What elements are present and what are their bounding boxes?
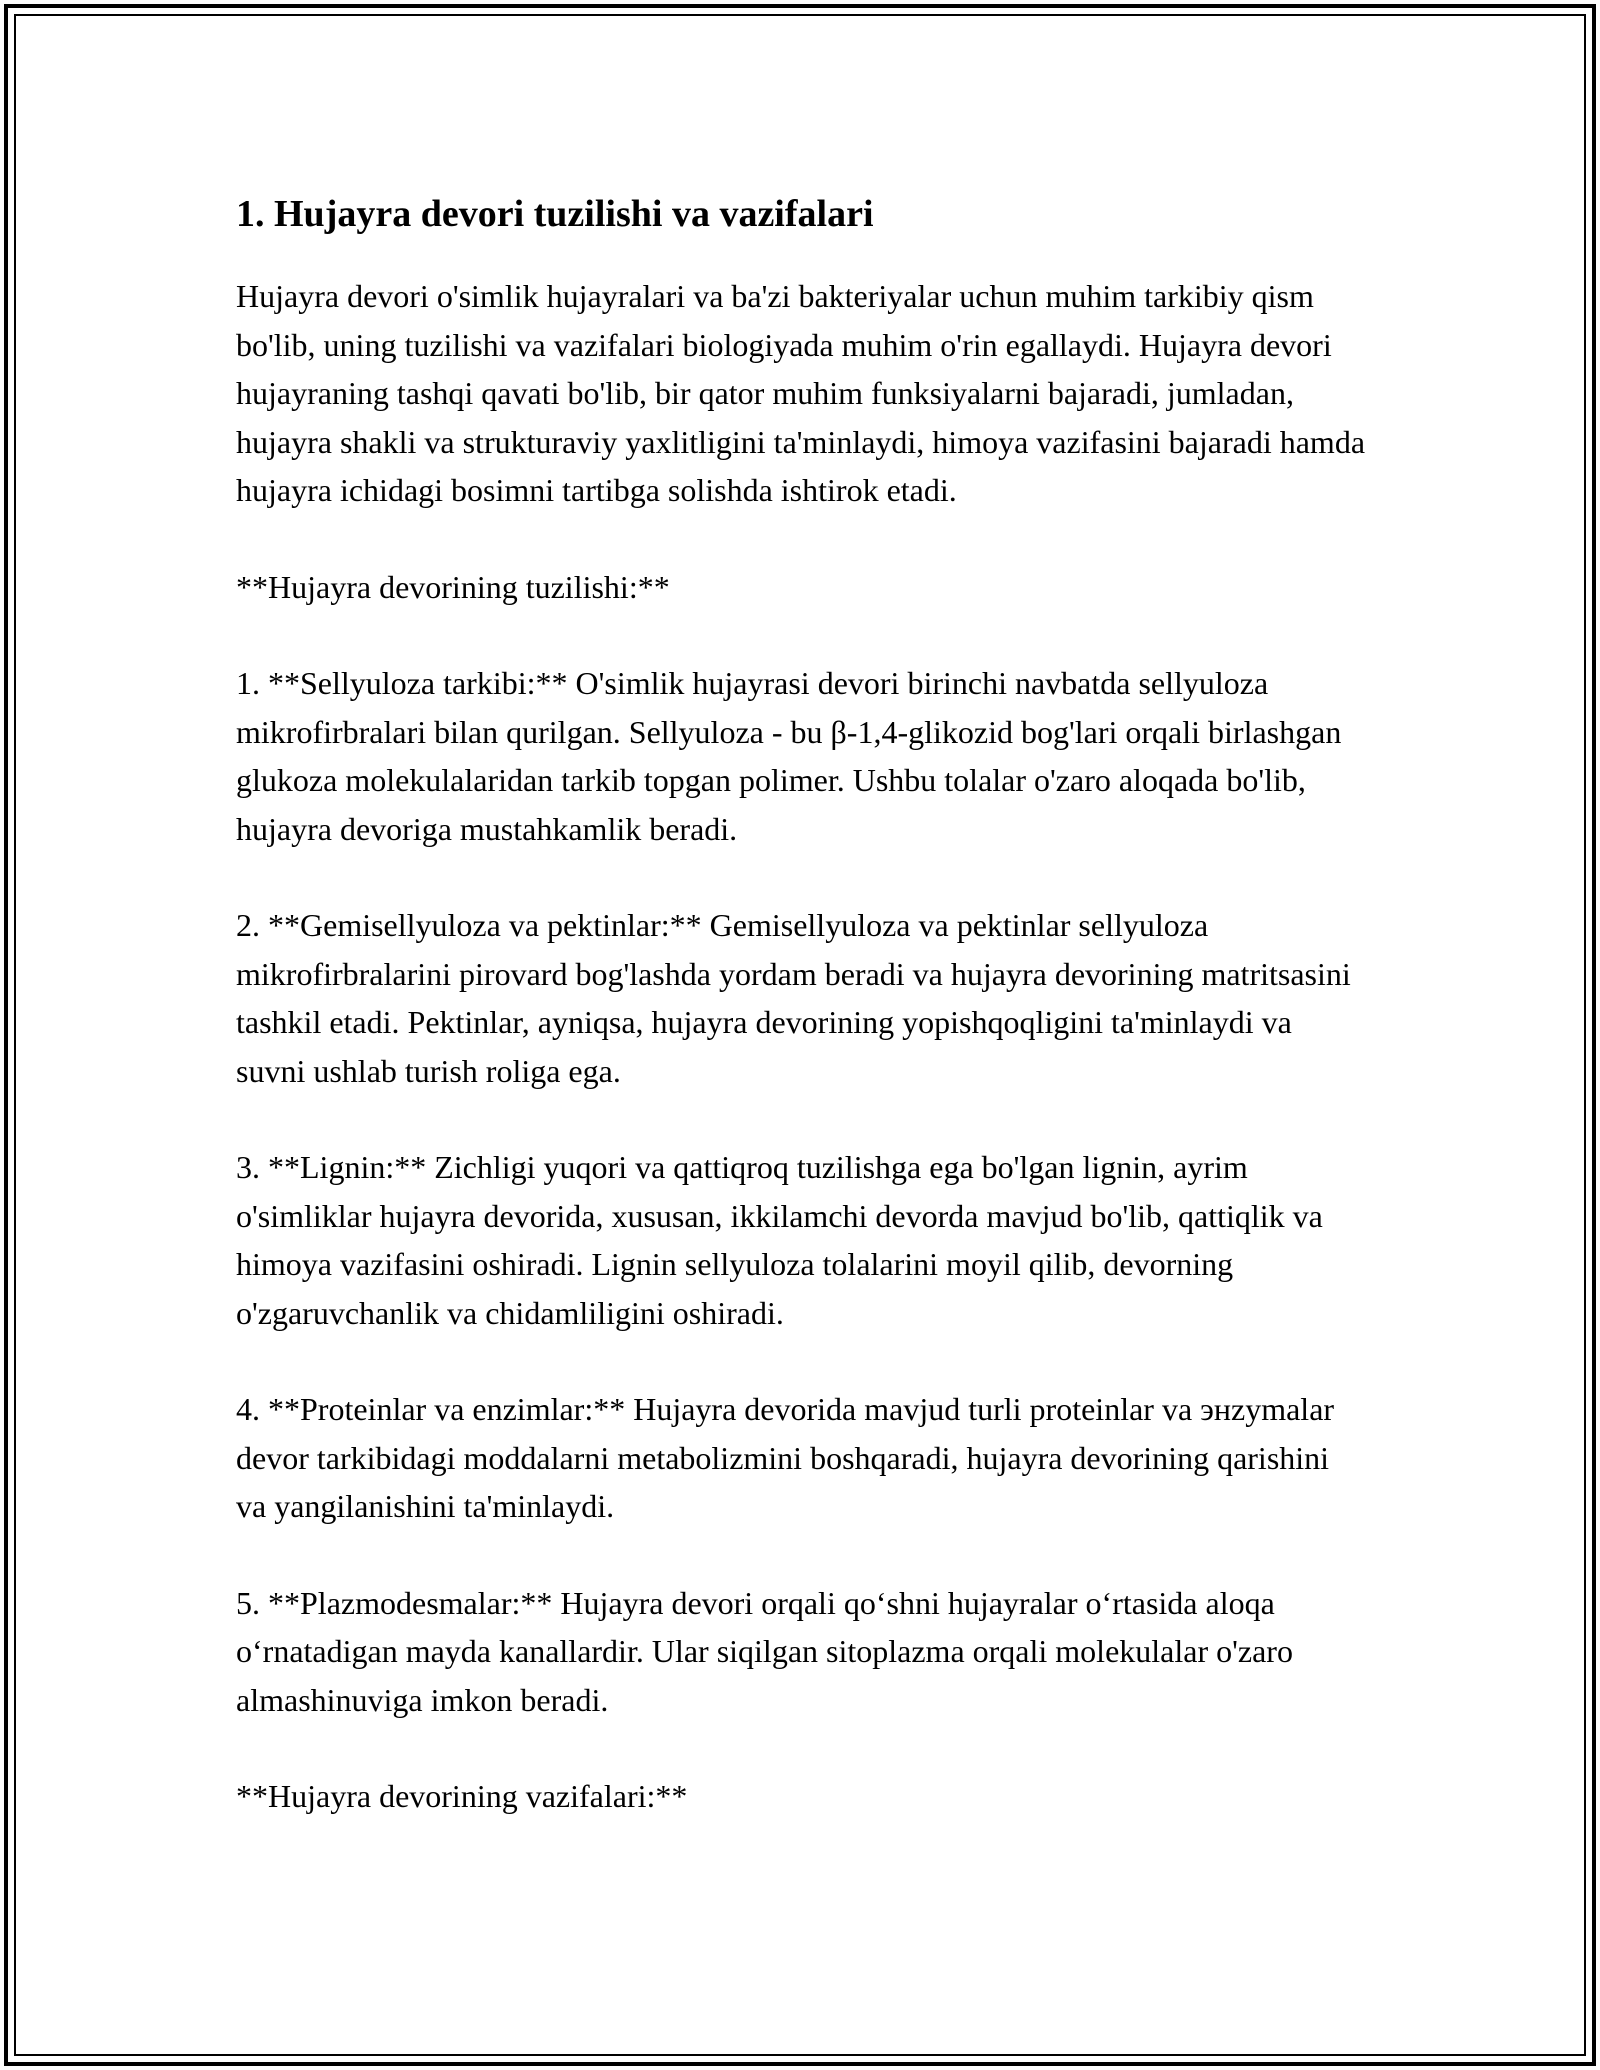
- structure-heading: **Hujayra devorining tuzilishi:**: [236, 568, 670, 605]
- document-body: [236, 186, 1366, 1869]
- list-item-lignin: 3. **Lignin:** Zichligi yuqori va qattiqroq tuzilishga ega bo'lgan lignin, ayrim o'simliklar hujayra devorida, xususan, ikkilamchi devorda mavjud bo'lib, qattiqlik va himoya vazifasini oshiradi. Lignin sellyuloza tolalarini moyil qilib, devorning o'zgaruvchanlik va chidamliligini oshiradi.: [236, 1149, 1323, 1331]
- functions-heading: **Hujayra devorining vazifalari:**: [236, 1778, 688, 1814]
- list-item-hemicellulose: 2. **Gemisellyuloza va pektinlar:** Gemisellyuloza va pektinlar sellyuloza mikrofirbralarini pirovard bog'lashda yordam beradi va hujayra devorining matritsasini tashkil etadi. Pektinlar, ayniqsa, hujayra devorining yopishqoqligini ta'minlaydi va suvni ushlab turish roliga ega.: [236, 907, 1351, 1089]
- list-item-proteins: 4. **Proteinlar va enzimlar:** Hujayra devorida mavjud turli proteinlar va энzymalar devor tarkibidagi moddalarni metabolizmini boshqaradi, hujayra devorining qarishini va yangilanishini ta'minlaydi.: [236, 1391, 1335, 1524]
- intro-paragraph: Hujayra devori o'simlik hujayralari va ba'zi bakteriyalar uchun muhim tarkibiy qism bo'lib, uning tuzilishi va vazifalari biologiyada muhim o'rin egallaydi. Hujayra devori hujayraning tashqi qavati bo'lib, bir qator muhim funksiyalarni bajaradi, jumladan, hujayra shakli va strukturaviy yaxlitligini ta'minlaydi, himoya vazifasini bajaradi hamda hujayra ichidagi bosimni tartibga solishda ishtirok etadi.: [236, 278, 1366, 508]
- list-item-cellulose: 1. **Sellyuloza tarkibi:** O'simlik hujayrasi devori birinchi navbatda sellyuloza mikrofirbralari bilan qurilgan. Sellyuloza - bu β-1,4-glikozid bog'lari orqali birlashgan glukoza molekulalaridan tarkib topgan polimer. Ushbu tolalar o'zaro aloqada bo'lib, hujayra devoriga mustahkamlik beradi.: [236, 665, 1342, 847]
- list-item-plasmodesmata: 5. **Plazmodesmalar:** Hujayra devori orqali qoʻshni hujayralar oʻrtasida aloqa oʻrnatadigan mayda kanallardir. Ular siqilgan sitoplazma orqali molekulalar o'zaro almashinuviga imkon beradi.: [236, 1584, 1293, 1718]
- document-title: 1. Hujayra devori tuzilishi va vazifalari: [236, 193, 874, 235]
